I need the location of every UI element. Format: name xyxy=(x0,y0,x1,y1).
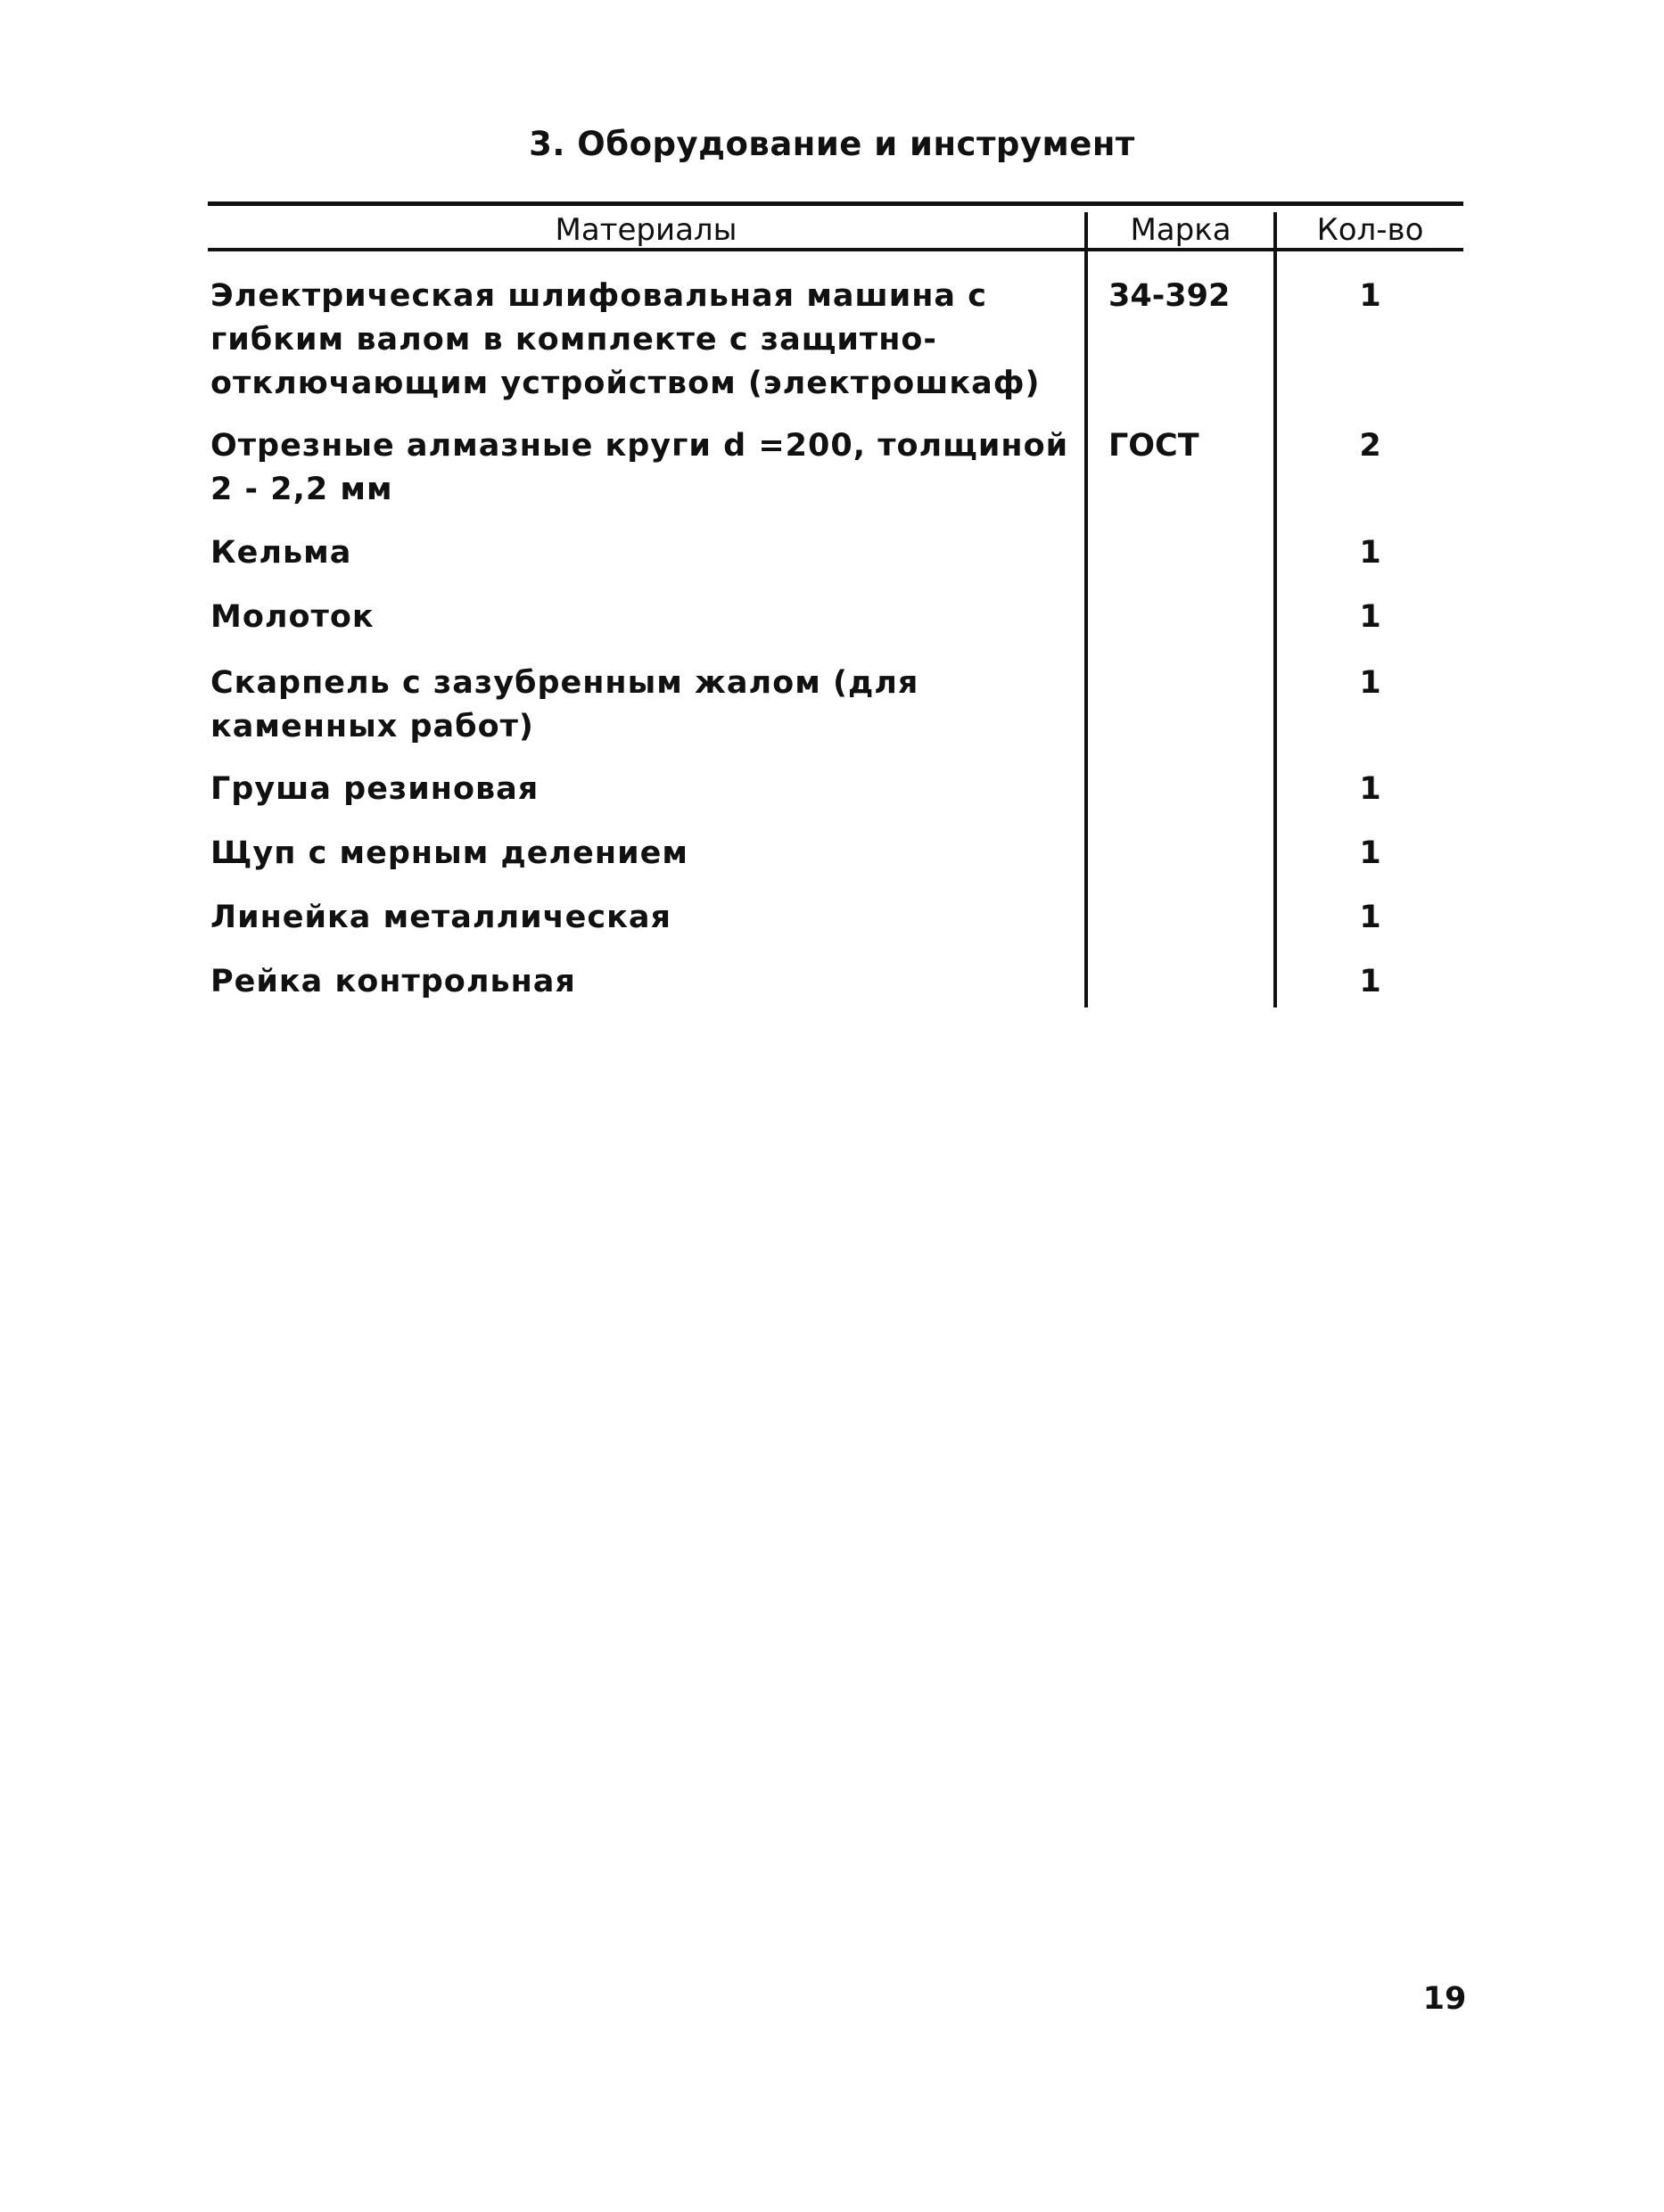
row-name: Линейка металлическая xyxy=(210,900,671,935)
row-quantity: 1 xyxy=(1359,665,1381,701)
row-quantity: 1 xyxy=(1359,771,1381,807)
row-quantity: 1 xyxy=(1359,900,1381,935)
row-quantity: 2 xyxy=(1359,428,1381,464)
row-name: Кельма xyxy=(210,535,352,571)
row-quantity: 1 xyxy=(1359,599,1381,635)
section-heading: 3. Оборудование и инструмент xyxy=(529,125,1135,163)
row-name: Рейка контрольная xyxy=(210,964,576,999)
row-name: Щуп с мерным делением xyxy=(210,835,688,871)
column-divider-mark xyxy=(1084,212,1088,1007)
row-name: Отрезные алмазные круги d =200, толщиной 2 - 2,2 мм xyxy=(210,428,1069,507)
row-name: Груша резиновая xyxy=(210,771,540,807)
row-quantity: 1 xyxy=(1359,535,1381,571)
row-quantity: 1 xyxy=(1359,835,1381,871)
header-mark: Марка xyxy=(1130,212,1232,248)
row-quantity: 1 xyxy=(1359,278,1381,314)
table-top-rule xyxy=(208,201,1463,206)
header-quantity: Кол-во xyxy=(1316,212,1424,248)
row-name: Молоток xyxy=(210,599,375,635)
row-name: Электрическая шлифовальная машина с гибким валом в комплекте с защитно-отключающим устройством (электрошкаф) xyxy=(210,278,1041,401)
row-quantity: 1 xyxy=(1359,964,1381,999)
row-name: Скарпель с зазубренным жалом (для каменных работ) xyxy=(210,665,919,744)
equipment-table xyxy=(208,201,1463,1008)
row-mark: ГОСТ xyxy=(1108,428,1199,464)
page-number: 19 xyxy=(1422,1981,1467,2017)
header-materials: Материалы xyxy=(555,212,737,248)
row-mark: 34-392 xyxy=(1108,278,1231,314)
